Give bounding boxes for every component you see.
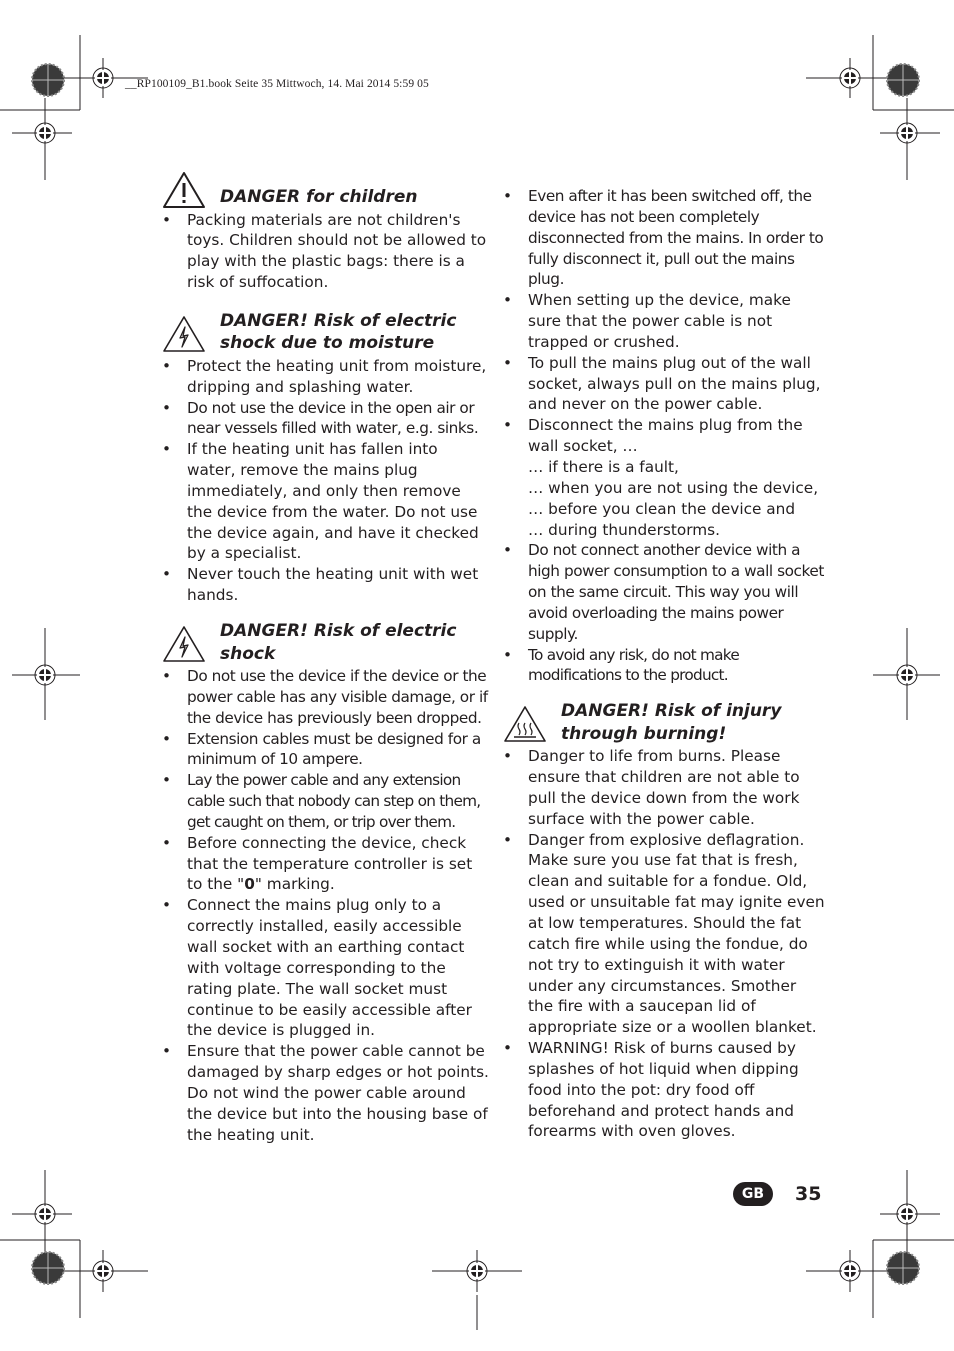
section-danger-children bbox=[162, 186, 490, 209]
print-info: __RP100109_B1.book Seite 35 Mittwoch, 14. Mai 2014 5:59 05 bbox=[125, 78, 429, 90]
section-title: DANGER! Risk of electric bbox=[220, 621, 457, 641]
section-shock-moisture bbox=[162, 310, 490, 355]
section-title: DANGER for children bbox=[220, 187, 418, 207]
list-item: • Packing materials are not children's toys. Children should not be allowed to play with the plastic bags: there is a risk of suffocation. bbox=[162, 210, 487, 292]
list-item: • Danger to life from burns. Please ensure that children are not able to pull the device down from the work surface with the power cable. bbox=[503, 747, 800, 828]
section-title: DANGER! Risk of electric bbox=[220, 310, 457, 331]
warning-exclamation-icon bbox=[162, 171, 206, 209]
sub-list-item: … during thunderstorms. bbox=[528, 520, 720, 539]
section-title: DANGER! Risk of injury bbox=[561, 701, 782, 722]
list-item: • WARNING! Risk of burns caused by splashes of hot liquid when dipping food into the pot: dry food off beforehand and protect hands and forearms with oven gloves. bbox=[503, 1039, 799, 1141]
list-item: • Do not use the device in the open air or near vessels filled with water, e.g. sinks. bbox=[162, 398, 479, 438]
right-column bbox=[503, 186, 825, 1142]
section-burning bbox=[503, 700, 825, 745]
list-item: • To pull the mains plug out of the wall socket, always pull on the mains plug, and never on the power cable. bbox=[503, 353, 821, 414]
list-item: • Do not connect another device with a high power consumption to a wall socket on the same circuit. This way you will avoid overloading the mains power supply. bbox=[503, 541, 824, 643]
sub-list-item: … if there is a fault, bbox=[528, 457, 679, 476]
list-item: • Protect the heating unit from moisture, dripping and splashing water. bbox=[162, 356, 487, 396]
list-item: • Extension cables must be designed for a minimum of 10 ampere. bbox=[162, 729, 481, 769]
sub-list-item: … before you clean the device and bbox=[528, 499, 796, 518]
section-shock bbox=[162, 620, 490, 665]
list-item: • Ensure that the power cable cannot be damaged by sharp edges or hot points. Do not wind the power cable around the device but into the housing base of the heating unit. bbox=[162, 1042, 489, 1144]
list-item: • Even after it has been switched off, the device has not been completely disconnected from the mains. In order to fully disconnect it, pull out the mains plug. bbox=[503, 187, 824, 289]
list-item: • Disconnect the mains plug from the wall socket, … bbox=[503, 416, 803, 456]
list-item: • Never touch the heating unit with wet hands. bbox=[162, 565, 479, 605]
list-item: • When setting up the device, make sure that the power cable is not trapped or crushed. bbox=[503, 291, 791, 351]
list-item: • Danger from explosive deflagration. Make sure you use fat that is fresh, clean and suitable for a fondue. Old, used or unsuitable fat may ignite even at low temperatures. Should the fat catch fire while using the fondue, do not try to extinguish it with water under any circumstances. Smother the fire with a saucepan lid of appropriate size or a woollen blanket. bbox=[503, 830, 825, 1037]
section-title: shock due to moisture bbox=[220, 333, 435, 354]
list-item: • To avoid any risk, do not make modifications to the product. bbox=[503, 645, 739, 685]
page-footer bbox=[733, 1182, 821, 1206]
zero-marking: 0 bbox=[244, 875, 255, 894]
left-column bbox=[162, 186, 490, 1145]
sub-list-item: … when you are not using the device, bbox=[528, 478, 819, 497]
section-title: through burning! bbox=[561, 723, 727, 744]
electric-shock-warning-icon bbox=[162, 625, 206, 663]
list-item: • Connect the mains plug only to a correctly installed, easily accessible wall socket with an earthing contact with voltage corresponding to the rating plate. The wall socket must continue to be easily accessible after the device is plugged in. bbox=[162, 896, 472, 1040]
list-item: • If the heating unit has fallen into water, remove the mains plug immediately, and only then remove the device from the water. Do not use the device again, and have it checked by a specialist. bbox=[162, 440, 479, 563]
list-item: • Lay the power cable and any extension cable such that nobody can step on them, get caught on them, or trip over them. bbox=[162, 771, 481, 831]
language-badge: GB bbox=[733, 1182, 773, 1206]
hot-surface-warning-icon bbox=[503, 705, 547, 743]
page-number: 35 bbox=[795, 1183, 822, 1205]
section-title: shock bbox=[220, 643, 276, 664]
list-item: • Do not use the device if the device or the power cable has any visible damage, or if the device has previously been dropped. bbox=[162, 667, 488, 727]
electric-shock-warning-icon bbox=[162, 315, 206, 353]
list-item: • Before connecting the device, check that the temperature controller is set to the "0" marking. bbox=[162, 833, 473, 894]
